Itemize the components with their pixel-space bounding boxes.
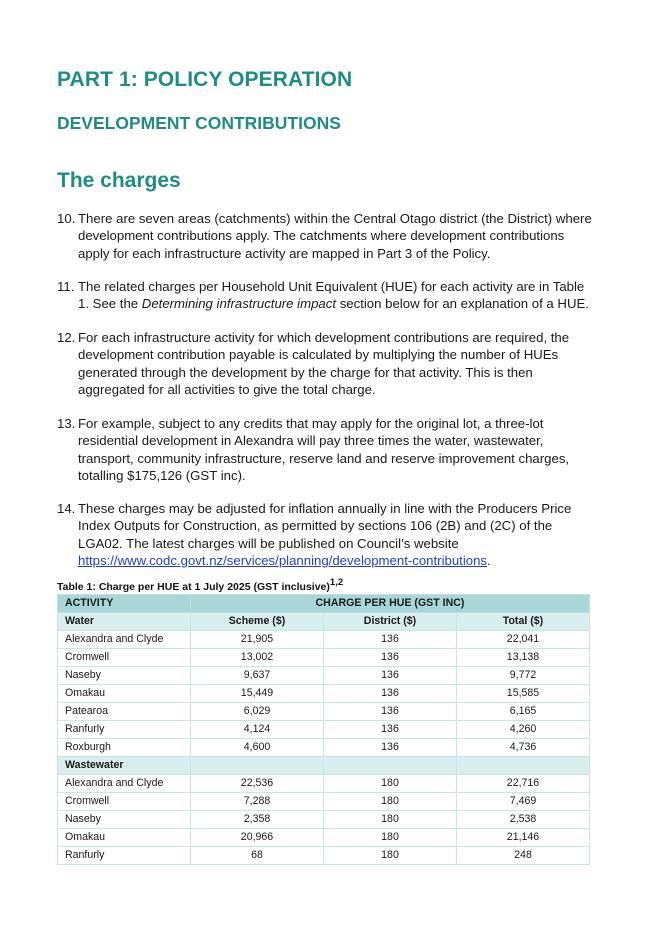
- wastewater-label: Wastewater: [58, 757, 191, 775]
- scheme-cell: 4,600: [191, 739, 324, 757]
- scheme-cell: 68: [191, 847, 324, 865]
- table-header-row: [58, 595, 590, 613]
- wastewater-subheader-row: [58, 757, 590, 775]
- paragraph-13: [57, 415, 597, 485]
- location-cell: Ranfurly: [58, 847, 191, 865]
- district-cell: 180: [324, 847, 457, 865]
- table-row: [58, 721, 590, 739]
- table-caption-text: Table 1: Charge per HUE at 1 July 2025 (GST inclusive): [57, 581, 330, 593]
- scheme-cell: 4,124: [191, 721, 324, 739]
- part-heading: PART 1: POLICY OPERATION: [57, 68, 353, 91]
- location-cell: Alexandra and Clyde: [58, 775, 191, 793]
- section-heading: DEVELOPMENT CONTRIBUTIONS: [57, 113, 341, 133]
- table-row: [58, 685, 590, 703]
- paragraph-number: 13.: [57, 416, 76, 431]
- table-row: [58, 793, 590, 811]
- paragraph-11: [57, 278, 597, 313]
- total-cell: 13,138: [457, 649, 590, 667]
- location-cell: Roxburgh: [58, 739, 191, 757]
- table-caption: [57, 577, 343, 593]
- paragraph-text: For each infrastructure activity for which development contributions are required, the development contribution payable is calculated by multiplying the number of HUEs generated through the development by the charge for that activity. This is then aggregated for all activities to give the total charge.: [78, 330, 570, 398]
- paragraph-14: [57, 500, 597, 570]
- total-cell: 4,260: [457, 721, 590, 739]
- paragraph-text: There are seven areas (catchments) within the Central Otago district (the District) where development contributions apply. The catchments where development contributions apply for each infrastructure activity are mapped in Part 3 of the Policy.: [78, 211, 592, 261]
- scheme-cell: 9,637: [191, 667, 324, 685]
- paragraph-text-end: .: [487, 553, 491, 569]
- total-cell: 21,146: [457, 829, 590, 847]
- district-column-header: District ($): [324, 613, 457, 631]
- location-cell: Cromwell: [58, 649, 191, 667]
- paragraph-text-end: section below for an explanation of a HUE.: [336, 296, 589, 312]
- scheme-column-header: Scheme ($): [191, 613, 324, 631]
- total-cell: 22,716: [457, 775, 590, 793]
- district-cell: 180: [324, 775, 457, 793]
- location-cell: Ranfurly: [58, 721, 191, 739]
- scheme-cell: 22,536: [191, 775, 324, 793]
- district-cell: 136: [324, 631, 457, 649]
- table-row: [58, 667, 590, 685]
- paragraph-text: These charges may be adjusted for inflation annually in line with the Producers Price Index Outputs for Construction, as permitted by sections 106 (2B) and (2C) of the LGA02. The latest charges will be published on Council’s website: [78, 501, 572, 551]
- location-cell: Naseby: [58, 667, 191, 685]
- scheme-cell: 13,002: [191, 649, 324, 667]
- table-row: [58, 703, 590, 721]
- table-row: [58, 811, 590, 829]
- empty-cell: [457, 757, 590, 775]
- scheme-cell: 6,029: [191, 703, 324, 721]
- scheme-cell: 15,449: [191, 685, 324, 703]
- district-cell: 180: [324, 811, 457, 829]
- paragraph-10: [57, 210, 597, 262]
- total-cell: 6,165: [457, 703, 590, 721]
- paragraph-text: The related charges per Household Unit Equivalent (HUE) for each activity are in Table 1. See the: [78, 279, 585, 312]
- district-cell: 136: [324, 721, 457, 739]
- total-cell: 9,772: [457, 667, 590, 685]
- total-cell: 15,585: [457, 685, 590, 703]
- table-row: [58, 739, 590, 757]
- total-cell: 22,041: [457, 631, 590, 649]
- table-row: [58, 775, 590, 793]
- district-cell: 180: [324, 793, 457, 811]
- location-cell: Alexandra and Clyde: [58, 631, 191, 649]
- total-cell: 2,538: [457, 811, 590, 829]
- paragraph-number: 10.: [57, 211, 76, 226]
- scheme-cell: 2,358: [191, 811, 324, 829]
- scheme-cell: 7,288: [191, 793, 324, 811]
- location-cell: Omakau: [58, 685, 191, 703]
- subsection-heading: The charges: [57, 169, 181, 192]
- total-column-header: Total ($): [457, 613, 590, 631]
- total-cell: 248: [457, 847, 590, 865]
- paragraph-number: 12.: [57, 330, 76, 345]
- scheme-cell: 21,905: [191, 631, 324, 649]
- table-row: [58, 847, 590, 865]
- district-cell: 136: [324, 685, 457, 703]
- location-cell: Omakau: [58, 829, 191, 847]
- location-cell: Cromwell: [58, 793, 191, 811]
- activity-header: ACTIVITY: [58, 595, 191, 613]
- paragraph-number: 14.: [57, 501, 76, 516]
- total-cell: 7,469: [457, 793, 590, 811]
- charge-header: CHARGE PER HUE (GST INC): [191, 595, 590, 613]
- location-cell: Patearoa: [58, 703, 191, 721]
- paragraph-number: 11.: [57, 279, 75, 294]
- district-cell: 136: [324, 649, 457, 667]
- district-cell: 136: [324, 739, 457, 757]
- total-cell: 4,736: [457, 739, 590, 757]
- district-cell: 136: [324, 703, 457, 721]
- table-row: [58, 649, 590, 667]
- water-subheader-row: [58, 613, 590, 631]
- charges-table: [57, 594, 590, 865]
- water-label: Water: [58, 613, 191, 631]
- table-caption-footnote: 1,2: [329, 577, 344, 588]
- paragraph-12: [57, 329, 597, 399]
- council-website-link[interactable]: https://www.codc.govt.nz/services/planning/development-contributions: [78, 553, 488, 569]
- table-row: [58, 631, 590, 649]
- table-row: [58, 829, 590, 847]
- district-cell: 180: [324, 829, 457, 847]
- scheme-cell: 20,966: [191, 829, 324, 847]
- district-cell: 136: [324, 667, 457, 685]
- empty-cell: [324, 757, 457, 775]
- empty-cell: [191, 757, 324, 775]
- paragraph-emphasis: Determining infrastructure impact: [141, 296, 337, 312]
- paragraph-text: For example, subject to any credits that may apply for the original lot, a three-lot residential development in Alexandra will pay three times the water, wastewater, transport, community infrastructure, reserve land and reserve improvement charges, totalling $175,126 (GST inc).: [78, 416, 570, 484]
- location-cell: Naseby: [58, 811, 191, 829]
